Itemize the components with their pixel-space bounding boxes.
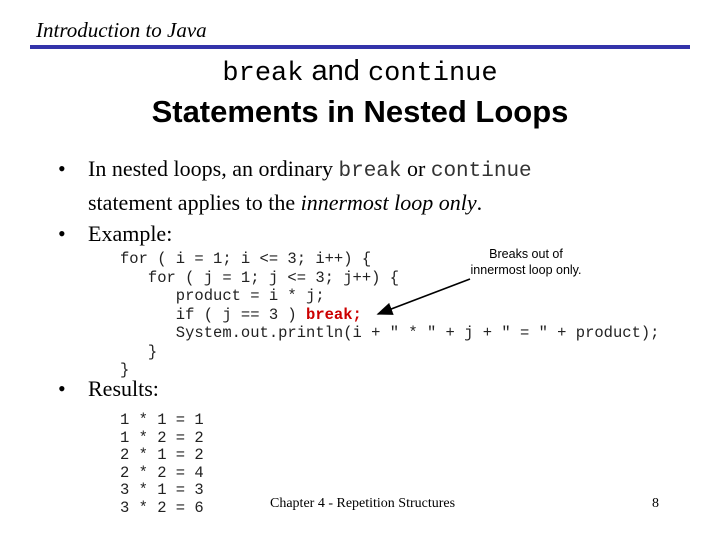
title-keyword-break: break — [222, 59, 304, 89]
result-line: 1 * 2 = 2 — [120, 428, 204, 447]
title-keyword-continue: continue — [367, 59, 498, 89]
bullet-emphasis: innermost loop only — [300, 190, 477, 215]
course-title: Introduction to Java — [36, 18, 207, 42]
result-line: 3 * 1 = 3 — [120, 481, 204, 499]
bullet-text-part: In nested loops, an ordinary — [88, 156, 339, 181]
callout-line: innermost loop only. — [470, 263, 582, 277]
result-line: 2 * 1 = 2 — [120, 446, 204, 464]
slide-title-line2: Statements in Nested Loops — [151, 94, 569, 129]
bullet-text-part: . — [476, 190, 483, 215]
result-line: 2 * 2 = 4 — [120, 463, 204, 482]
results-output — [120, 412, 204, 517]
bullet-dot: • — [58, 221, 66, 246]
code-line: } — [120, 342, 158, 361]
bullet-keyword-continue: continue — [430, 160, 532, 183]
bullet-text: Results: — [88, 376, 159, 401]
code-line: for ( j = 1; j <= 3; j++) { — [120, 268, 400, 287]
bullet-dot: • — [58, 376, 66, 401]
callout-line: Breaks out of — [489, 247, 563, 261]
bullet-text-part: statement applies to the — [88, 190, 301, 215]
code-line: for ( i = 1; i <= 3; i++) { — [120, 250, 372, 268]
footer-text: Chapter 4 - Repetition Structures — [270, 496, 456, 511]
code-line: product = i * j; — [120, 287, 325, 305]
bullet-text: Example: — [88, 221, 173, 246]
bullet-text-part: or — [401, 156, 431, 181]
code-line: if ( j == 3 ) — [120, 305, 307, 324]
page-number: 8 — [652, 496, 659, 511]
code-line: System.out.println(i + " * " + j + " = " + product); — [120, 324, 660, 342]
result-line: 3 * 2 = 6 — [120, 498, 204, 517]
title-conjunction: and — [311, 55, 360, 87]
result-line: 1 * 1 = 1 — [120, 411, 204, 429]
bullet-keyword-break: break — [338, 160, 402, 183]
code-line: } — [120, 361, 130, 379]
code-break-keyword: break; — [306, 305, 362, 324]
bullet-dot: • — [58, 156, 66, 181]
